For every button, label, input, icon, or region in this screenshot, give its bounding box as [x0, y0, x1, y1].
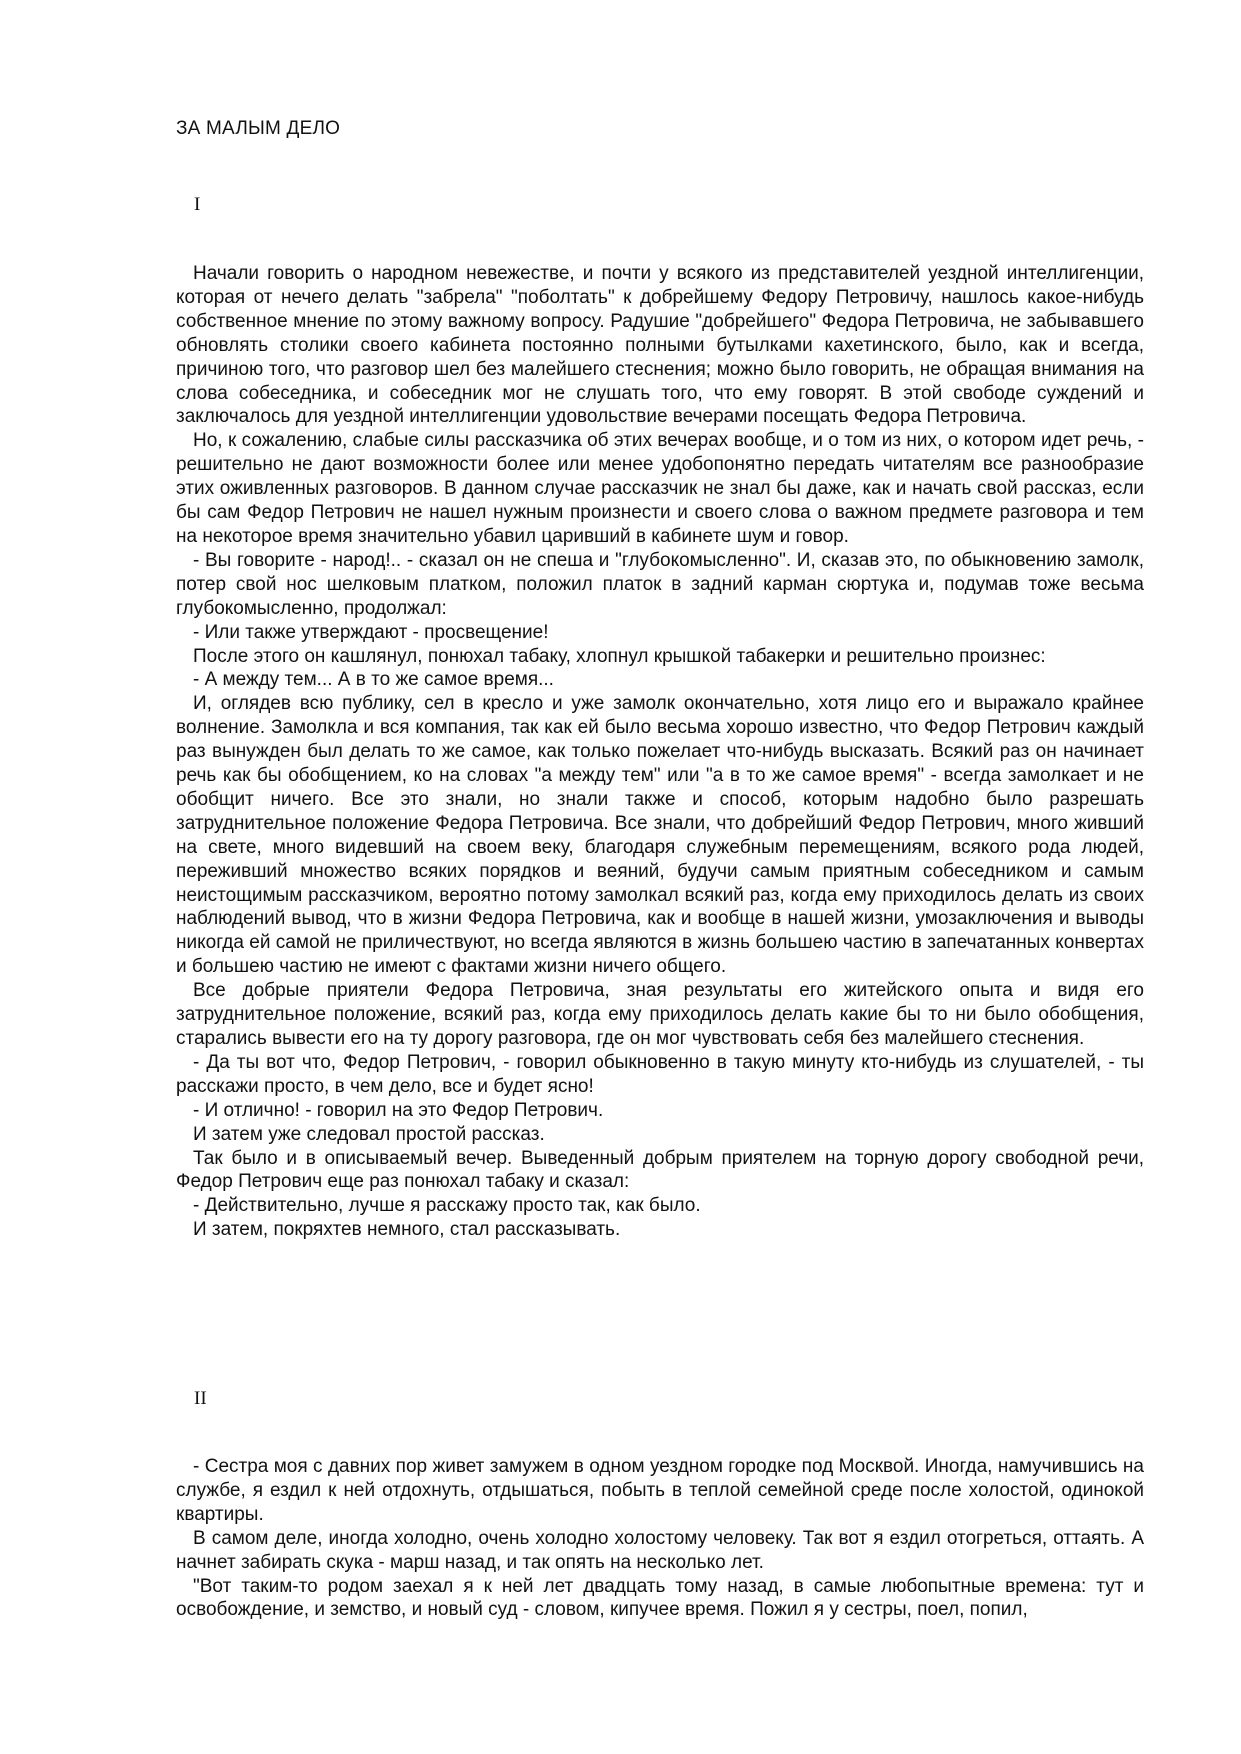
section-heading: II — [194, 1388, 207, 1409]
paragraph: - Сестра моя с давних пор живет замужем в одном уездном городке под Москвой. Иногда, намучившись на службе, я ездил к ней отдохнуть, отдышаться, побыть в теплой семейной среде после холостой, одинокой квартиры. — [176, 1456, 1144, 1525]
paragraph: И затем уже следовал простой рассказ. — [193, 1123, 545, 1145]
paragraph: Но, к сожалению, слабые силы рассказчика об этих вечерах вообще, и о том из них, о котором идет речь, - решительно не дают возможности более или менее удобопонятно передать читателям все разнообразие этих оживленных разговоров. В данном случае рассказчик не знал бы даже, как и начать свой рассказ, если бы сам Федор Петрович не нашел нужным произнести и своего слова о важном предмете разговора и тем на некоторое время значительно убавил царивший в кабинете шум и говор. — [176, 430, 1144, 547]
paragraph: Начали говорить о народном невежестве, и почти у всякого из представителей уездной интеллигенции, которая от нечего делать "забрела" "поболтать" к добрейшему Федору Петровичу, нашлось какое-нибудь собственное мнение по этому важному вопросу. Радушие "добрейшего" Федора Петровича, не забывавшего обновлять столики своего кабинета постоянно полными бутылками кахетинского, было, как и всегда, причиною того, что разговор шел без малейшего стеснения; можно было говорить, не обращая внимания на слова собеседника, и собеседник мог не слушать того, что ему говорят. В этой свободе суждений и заключалось для уездной интеллигенции удовольствие вечерами посещать Федора Петровича. — [176, 263, 1144, 428]
paragraph: После этого он кашлянул, понюхал табаку, хлопнул крышкой табакерки и решительно произнес: — [193, 645, 1046, 667]
section-body — [176, 1455, 1144, 1622]
paragraph: И, оглядев всю публику, сел в кресло и уже замолк окончательно, хотя лицо его и выражало крайнее волнение. Замолкла и вся компания, так как ей было весьма хорошо известно, что Федор Петрович каждый раз вынужден был делать то же самое, как только пожелает что-нибудь высказать. Всякий раз он начинает речь как бы обобщением, ко на словах "а между тем" или "а в то же самое время" - всегда замолкает и не обобщит ничего. Все это знали, но знали также и способ, которым надобно было разрешать затруднительное положение Федора Петровича. Все знали, что добрейший Федор Петрович, много живший на свете, много видевший на своем веку, благодаря служебным перемещениям, всякого рода людей, переживший множество всяких порядков и веяний, будучи самым приятным собеседником и самым неистощимым рассказчиком, вероятно потому замолкал всякий раз, когда ему приходилось делать из своих наблюдений вывод, что в жизни Федора Петровича, как и вообще в нашей жизни, умозаключения и выводы никогда ей самой не приличествуют, но всегда являются в жизнь большею частию в запечатанных конвертах и большею частию не имеют с фактами жизни ничего общего. — [176, 693, 1144, 978]
paragraph: - Действительно, лучше я расскажу просто так, как было. — [193, 1195, 701, 1217]
paragraph: "Вот таким-то родом заехал я к ней лет двадцать тому назад, в самые любопытные времена: тут и освобождение, и земство, и новый суд - словом, кипучее время. Пожил я у сестры, поел, попил, — [176, 1575, 1144, 1621]
paragraph: - Да ты вот что, Федор Петрович, - говорил обыкновенно в такую минуту кто-нибудь из слушателей, - ты расскажи просто, в чем дело, все и будет ясно! — [176, 1051, 1144, 1097]
paragraph: - Вы говорите - народ!.. - сказал он не спеша и "глубокомысленно". И, сказав это, по обыкновению замолк, потер свой нос шелковым платком, положил платок в задний карман сюртука и, подумав тоже весьма глубокомысленно, продолжал: — [176, 549, 1144, 619]
document-title: ЗА МАЛЫМ ДЕЛО — [176, 118, 341, 139]
paragraph: - Или также утверждают - просвещение! — [193, 621, 549, 643]
section-heading: I — [194, 194, 201, 215]
paragraph: И затем, покряхтев немного, стал рассказывать. — [193, 1219, 621, 1241]
paragraph: В самом деле, иногда холодно, очень холодно холостому человеку. Так вот я ездил отогреться, оттаять. А начнет забирать скука - марш назад, и так опять на несколько лет. — [176, 1527, 1144, 1573]
paragraph: Все добрые приятели Федора Петровича, зная результаты его житейского опыта и видя его затруднительное положение, всякий раз, когда ему приходилось делать какие бы то ни было обобщения, старались вывести его на ту дорогу разговора, где он мог чувствовать себя без малейшего стеснения. — [176, 980, 1144, 1049]
paragraph: - А между тем... А в то же самое время... — [193, 669, 554, 691]
paragraph: - И отлично! - говорил на это Федор Петрович. — [193, 1099, 604, 1121]
paragraph: Так было и в описываемый вечер. Выведенный добрым приятелем на торную дорогу свободной речи, Федор Петрович еще раз понюхал табаку и сказал: — [176, 1147, 1144, 1193]
section-body — [176, 262, 1144, 1242]
